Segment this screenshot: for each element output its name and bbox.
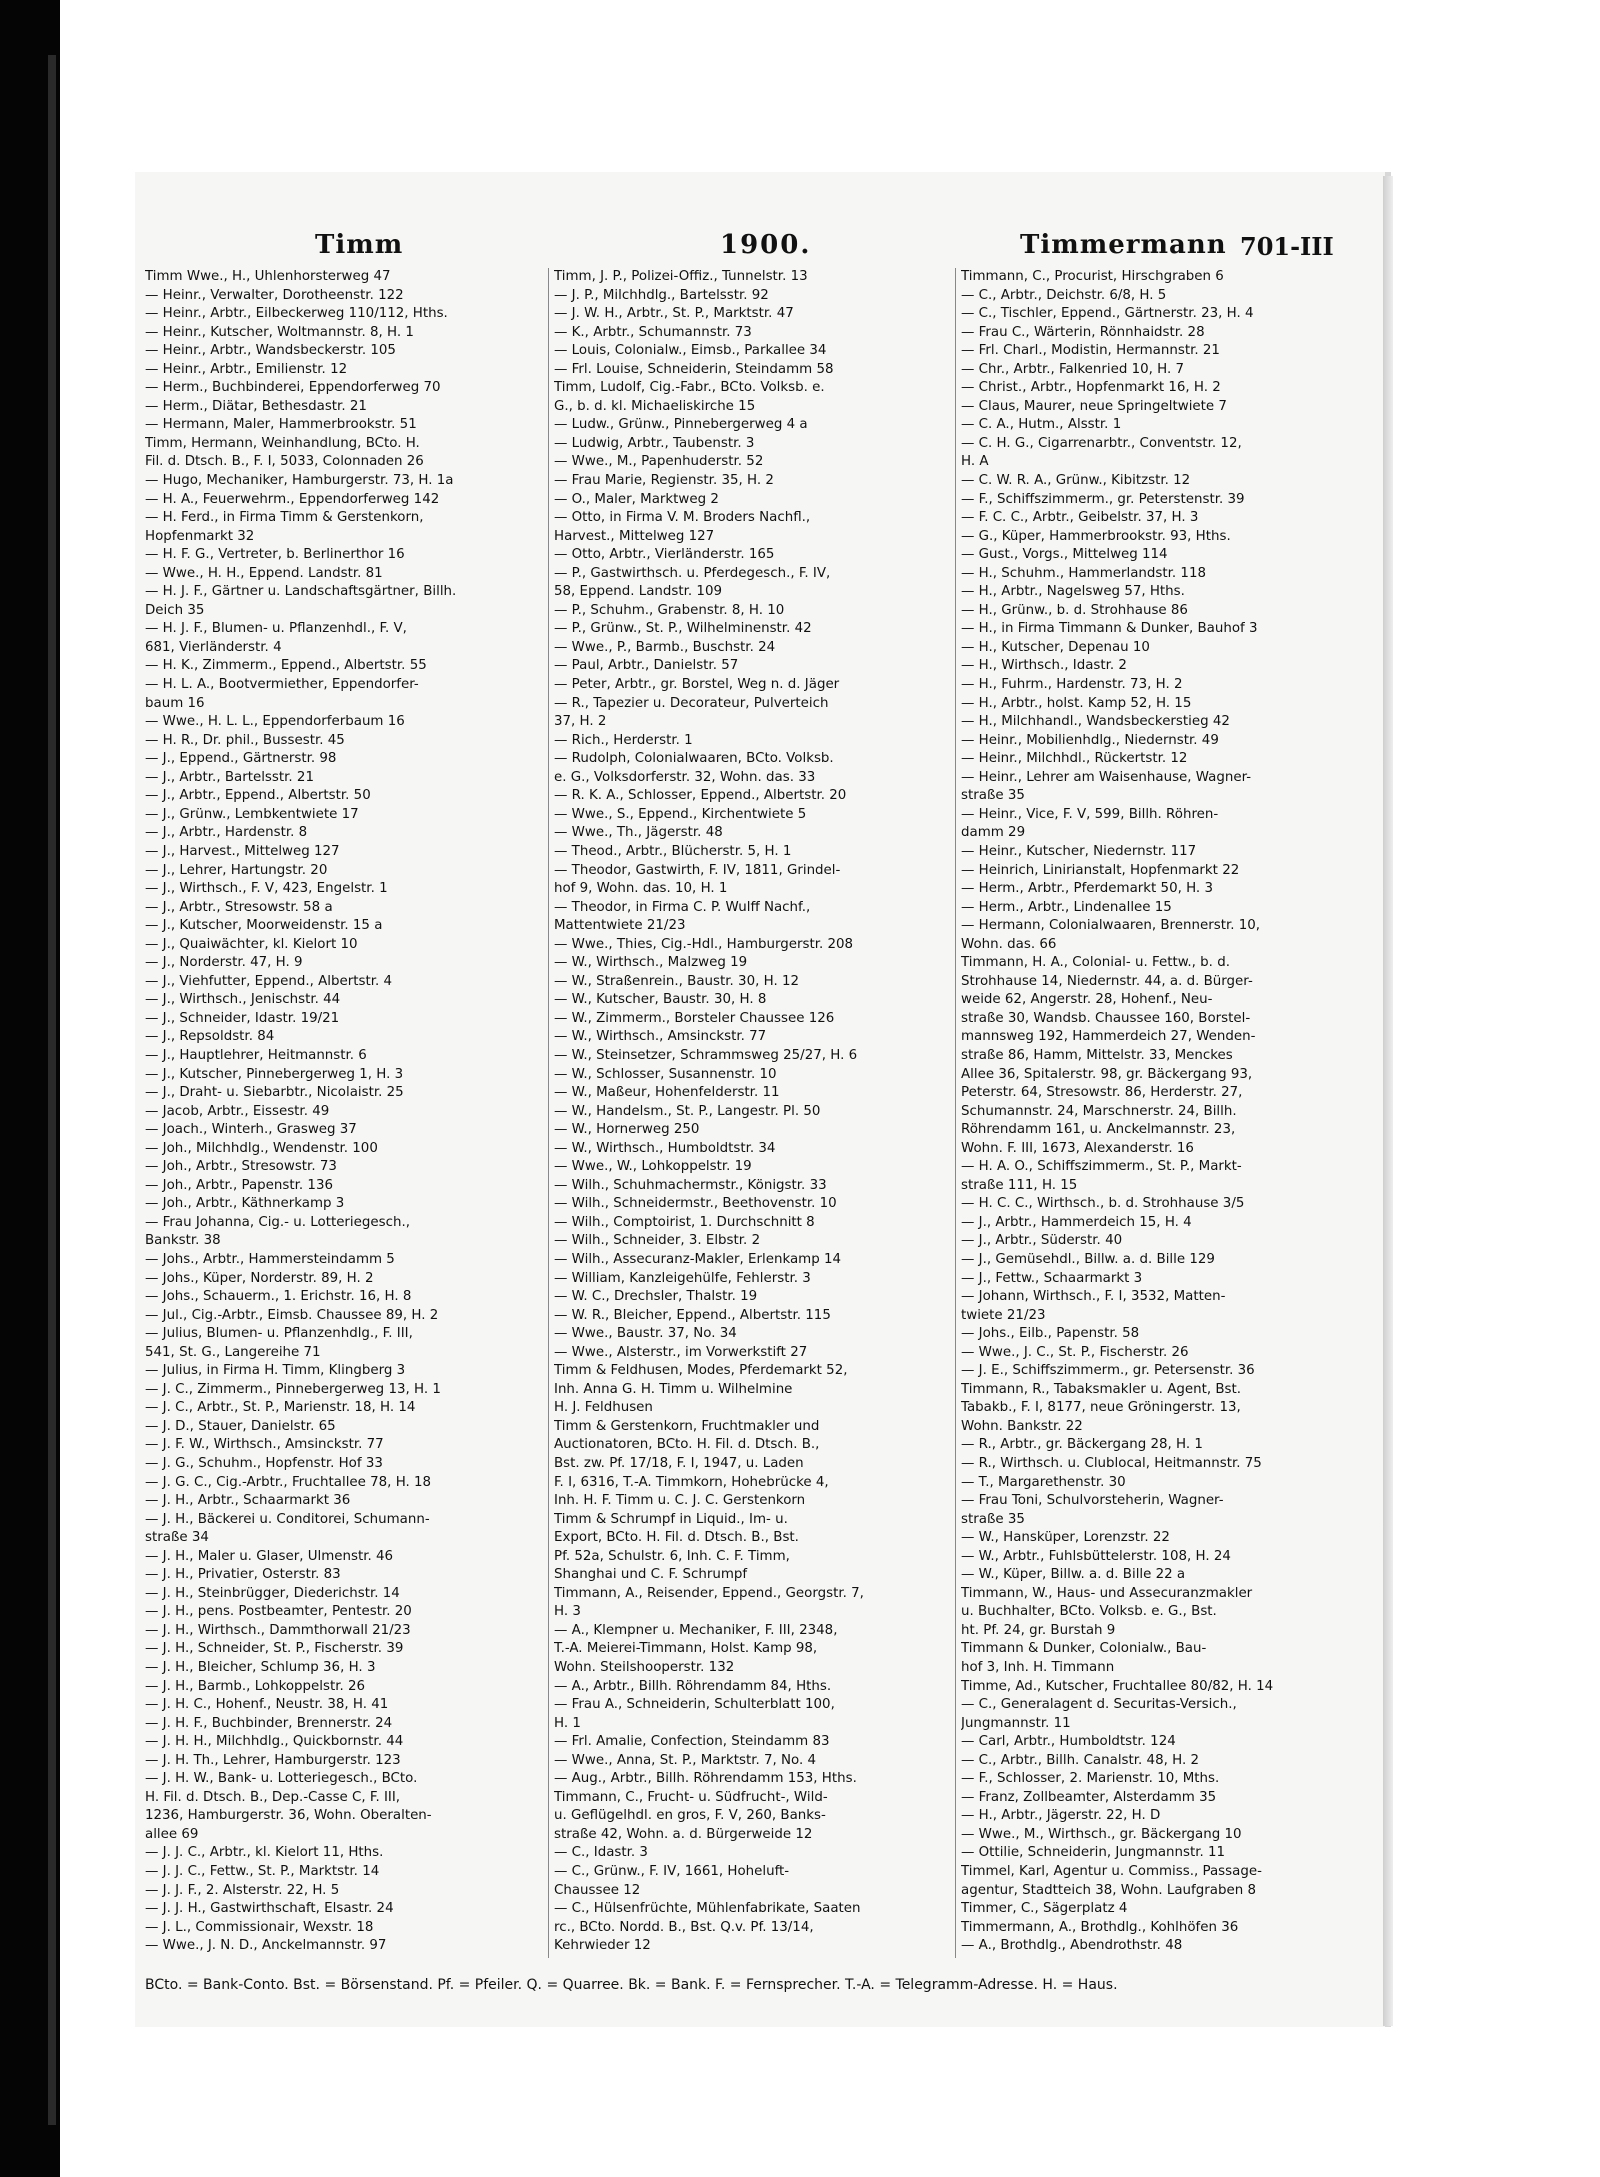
directory-entry-line: — H. A., Feuerwehrm., Eppendorferweg 142	[145, 491, 440, 507]
directory-entry-line: — J. H., Privatier, Osterstr. 83	[145, 1567, 341, 1583]
directory-entry-line: — C. A., Hutm., Alsstr. 1	[961, 417, 1122, 433]
directory-entry-line: Wohn. F. III, 1673, Alexanderstr. 16	[961, 1140, 1194, 1156]
directory-entry-line: — R. K. A., Schlosser, Eppend., Albertstr. 20	[554, 788, 847, 804]
directory-entry-line: — Wwe., S., Eppend., Kirchentwiete 5	[554, 806, 807, 822]
directory-entry-line: — H. F. G., Vertreter, b. Berlinerthor 16	[145, 547, 405, 563]
directory-entry-line: — Theod., Arbtr., Blücherstr. 5, H. 1	[554, 843, 792, 859]
directory-entry-line: — P., Grünw., St. P., Wilhelminenstr. 42	[554, 621, 812, 637]
directory-entry-line: Timmann & Dunker, Colonialw., Bau-	[961, 1641, 1207, 1657]
directory-entry-line: — C., Hülsenfrüchte, Mühlenfabrikate, Saaten	[554, 1901, 861, 1917]
directory-entry-line: straße 35	[961, 788, 1025, 804]
column-divider	[955, 268, 956, 1958]
header-year: 1900.	[720, 230, 812, 260]
directory-entry-line: — Wwe., H. L. L., Eppendorferbaum 16	[145, 714, 405, 730]
directory-entry-line: — Joh., Milchhdlg., Wendenstr. 100	[145, 1140, 378, 1156]
directory-entry-line: Timm & Gerstenkorn, Fruchtmakler und	[554, 1418, 820, 1434]
directory-entry-line: — J. F. W., Wirthsch., Amsinckstr. 77	[145, 1437, 384, 1453]
directory-entry-line: — Johs., Eilb., Papenstr. 58	[961, 1326, 1140, 1342]
directory-entry-line: — H. Ferd., in Firma Timm & Gerstenkorn,	[145, 510, 424, 526]
directory-entry-line: — Johs., Schauerm., 1. Erichstr. 16, H. 8	[145, 1289, 412, 1305]
header-left-keyword: Timm	[315, 230, 404, 260]
directory-entry-line: — Wwe., Baustr. 37, No. 34	[554, 1326, 737, 1342]
directory-entry-line: T.-A. Meierei-Timmann, Holst. Kamp 98,	[554, 1641, 818, 1657]
directory-entry-line: — J. D., Stauer, Danielstr. 65	[145, 1418, 336, 1434]
directory-entry-line: Timmann, R., Tabaksmakler u. Agent, Bst.	[961, 1381, 1242, 1397]
directory-entry-line: — J. J. H., Gastwirthschaft, Elsastr. 24	[145, 1901, 394, 1917]
directory-entry-line: — J. H., Wirthsch., Dammthorwall 21/23	[145, 1622, 411, 1638]
directory-entry-line: — J., Kutscher, Pinnebergerweg 1, H. 3	[145, 1066, 404, 1082]
directory-entry-line: — C. W. R. A., Grünw., Kibitzstr. 12	[961, 473, 1191, 489]
directory-entry-line: — Joh., Arbtr., Käthnerkamp 3	[145, 1196, 345, 1212]
directory-entry-line: — Heinr., Vice, F. V, 599, Billh. Röhren-	[961, 806, 1219, 822]
directory-entry-line: — W., Küper, Billw. a. d. Bille 22 a	[961, 1567, 1186, 1583]
directory-entry-line: — W. R., Bleicher, Eppend., Albertstr. 115	[554, 1307, 831, 1323]
directory-entry-line: — J. H., Steinbrügger, Diederichstr. 14	[145, 1585, 400, 1601]
directory-entry-line: — Herm., Arbtr., Lindenallee 15	[961, 899, 1172, 915]
directory-entry-line: agentur, Stadtteich 38, Wohn. Laufgraben 8	[961, 1882, 1256, 1898]
directory-entry-line: — J., Gemüsehdl., Billw. a. d. Bille 129	[961, 1251, 1215, 1267]
directory-entry-line: Inh. Anna G. H. Timm u. Wilhelmine	[554, 1381, 793, 1397]
directory-entry-line: 1236, Hamburgerstr. 36, Wohn. Oberalten-	[145, 1808, 432, 1824]
directory-entry-line: H. Fil. d. Dtsch. B., Dep.-Casse C, F. III,	[145, 1789, 401, 1805]
directory-entry-line: — J., Harvest., Mittelweg 127	[145, 843, 340, 859]
page-edge-shadow	[1383, 176, 1393, 2026]
directory-entry-line: — H., Arbtr., holst. Kamp 52, H. 15	[961, 695, 1192, 711]
directory-entry-line: H. 1	[554, 1715, 581, 1731]
directory-entry-line: — Frau C., Wärterin, Rönnhaidstr. 28	[961, 324, 1205, 340]
directory-entry-line: — C. H. G., Cigarrenarbtr., Conventstr. 12,	[961, 435, 1242, 451]
directory-entry-line: — J. H., Maler u. Glaser, Ulmenstr. 46	[145, 1548, 394, 1564]
directory-entry-line: — R., Arbtr., gr. Bäckergang 28, H. 1	[961, 1437, 1203, 1453]
directory-entry-line: — A., Arbtr., Billh. Röhrendamm 84, Hths.	[554, 1678, 832, 1694]
directory-entry-line: — Rudolph, Colonialwaaren, BCto. Volksb.	[554, 751, 834, 767]
directory-entry-line: — A., Klempner u. Mechaniker, F. III, 2348,	[554, 1622, 838, 1638]
directory-entry-line: — H., Kutscher, Depenau 10	[961, 639, 1150, 655]
directory-entry-line: — W., Schlosser, Susannenstr. 10	[554, 1066, 777, 1082]
directory-entry-line: — Johann, Wirthsch., F. I, 3532, Matten-	[961, 1289, 1226, 1305]
directory-entry-line: — F., Schiffszimmerm., gr. Peterstenstr. 39	[961, 491, 1245, 507]
directory-entry-line: — H. R., Dr. phil., Bussestr. 45	[145, 732, 345, 748]
directory-entry-line: — Franz, Zollbeamter, Alsterdamm 35	[961, 1789, 1217, 1805]
directory-entry-line: twiete 21/23	[961, 1307, 1046, 1323]
directory-entry-line: — Julius, in Firma H. Timm, Klingberg 3	[145, 1363, 406, 1379]
directory-entry-line: — J. H. H., Milchhdlg., Quickbornstr. 44	[145, 1734, 404, 1750]
directory-entry-line: baum 16	[145, 695, 205, 711]
directory-entry-line: Timme, Ad., Kutscher, Fruchtallee 80/82, H. 14	[961, 1678, 1274, 1694]
directory-entry-line: — Joh., Arbtr., Papenstr. 136	[145, 1177, 333, 1193]
directory-entry-line: mannsweg 192, Hammerdeich 27, Wenden-	[961, 1029, 1256, 1045]
directory-entry-line: — J., Quaiwächter, kl. Kielort 10	[145, 936, 358, 952]
directory-entry-line: straße 111, H. 15	[961, 1177, 1078, 1193]
directory-entry-line: — Johs., Küper, Norderstr. 89, H. 2	[145, 1270, 374, 1286]
directory-entry-line: Timm, Ludolf, Cig.-Fabr., BCto. Volksb. e.	[554, 380, 825, 396]
directory-page	[135, 172, 1385, 2027]
directory-entry-line: — Wilh., Assecuranz-Makler, Erlenkamp 14	[554, 1251, 842, 1267]
directory-entry-line: — G., Küper, Hammerbrookstr. 93, Hths.	[961, 528, 1231, 544]
directory-entry-line: — W., Wirthsch., Malzweg 19	[554, 955, 748, 971]
directory-entry-line: — H. J. F., Blumen- u. Pflanzenhdl., F. V,	[145, 621, 407, 637]
directory-entry-line: Chaussee 12	[554, 1882, 641, 1898]
page-header	[160, 230, 1365, 266]
directory-entry-line: Timm & Schrumpf in Liquid., Im- u.	[554, 1511, 788, 1527]
directory-entry-line: — J., Draht- u. Siebarbtr., Nicolaistr. 25	[145, 1085, 404, 1101]
directory-entry-line: — J., Viehfutter, Eppend., Albertstr. 4	[145, 973, 392, 989]
directory-entry-line: — C., Arbtr., Deichstr. 6/8, H. 5	[961, 287, 1167, 303]
directory-entry-line: — Gust., Vorgs., Mittelweg 114	[961, 547, 1168, 563]
directory-entry-line: H. J. Feldhusen	[554, 1400, 653, 1416]
directory-entry-line: — J., Arbtr., Hardenstr. 8	[145, 825, 308, 841]
directory-entry-line: Wohn. Steilshooperstr. 132	[554, 1660, 735, 1676]
directory-entry-line: — Frau A., Schneiderin, Schulterblatt 100,	[554, 1697, 835, 1713]
directory-entry-line: — W., Kutscher, Baustr. 30, H. 8	[554, 992, 767, 1008]
directory-entry-line: — J. C., Zimmerm., Pinnebergerweg 13, H. 1	[145, 1381, 441, 1397]
directory-entry-line: — Louis, Colonialw., Eimsb., Parkallee 34	[554, 343, 827, 359]
directory-entry-line: — J., Eppend., Gärtnerstr. 98	[145, 751, 337, 767]
directory-entry-line: — J. J. F., 2. Alsterstr. 22, H. 5	[145, 1882, 340, 1898]
directory-entry-line: — J. P., Milchhdlg., Bartelsstr. 92	[554, 287, 769, 303]
directory-entry-line: — W., Handelsm., St. P., Langestr. Pl. 50	[554, 1103, 821, 1119]
directory-entry-line: — Wilh., Schneider, 3. Elbstr. 2	[554, 1233, 761, 1249]
directory-entry-line: — W., Wirthsch., Amsinckstr. 77	[554, 1029, 767, 1045]
directory-entry-line: — Frl. Charl., Modistin, Hermannstr. 21	[961, 343, 1220, 359]
directory-entry-line: — J. H., pens. Postbeamter, Pentestr. 20	[145, 1604, 412, 1620]
directory-entry-line: — Joh., Arbtr., Stresowstr. 73	[145, 1159, 337, 1175]
directory-entry-line: straße 30, Wandsb. Chaussee 160, Borstel-	[961, 1010, 1251, 1026]
directory-entry-line: — Frl. Louise, Schneiderin, Steindamm 58	[554, 361, 834, 377]
directory-entry-line: — H. L. A., Bootvermiether, Eppendorfer-	[145, 677, 419, 693]
abbreviation-legend: BCto. = Bank-Conto. Bst. = Börsenstand. Pf. = Pfeiler. Q. = Quarree. Bk. = Bank. F. = Fernsprecher. T.-A. = Telegramm-Adresse. H. = Haus.	[145, 1977, 1118, 1993]
directory-entry-line: — W., Maßeur, Hohenfelderstr. 11	[554, 1085, 780, 1101]
directory-entry-line: Shanghai und C. F. Schrumpf	[554, 1567, 748, 1583]
directory-entry-line: — J. J. C., Arbtr., kl. Kielort 11, Hths.	[145, 1845, 384, 1861]
directory-entry-line: — Otto, in Firma V. M. Broders Nachfl.,	[554, 510, 811, 526]
directory-entry-line: Timm, J. P., Polizei-Offiz., Tunnelstr. 13	[554, 269, 808, 284]
directory-entry-line: — Wwe., Alsterstr., im Vorwerkstift 27	[554, 1344, 808, 1360]
directory-entry-line: — J. J. C., Fettw., St. P., Marktstr. 14	[145, 1864, 380, 1880]
directory-entry-line: straße 86, Hamm, Mittelstr. 33, Menckes	[961, 1047, 1233, 1063]
directory-entry-line: — J. C., Arbtr., St. P., Marienstr. 18, H. 14	[145, 1400, 416, 1416]
directory-entry-line: — Wwe., J. C., St. P., Fischerstr. 26	[961, 1344, 1189, 1360]
directory-entry-line: — Heinr., Kutscher, Niedernstr. 117	[961, 843, 1197, 859]
directory-entry-line: e. G., Volksdorferstr. 32, Wohn. das. 33	[554, 769, 816, 785]
directory-entry-line: — Wilh., Comptoirist, 1. Durchschnitt 8	[554, 1214, 815, 1230]
directory-entry-line: Peterstr. 64, Stresowstr. 86, Herderstr. 27,	[961, 1085, 1243, 1101]
directory-entry-line: Timmann, H. A., Colonial- u. Fettw., b. d.	[961, 955, 1230, 971]
directory-entry-line: — W., Steinsetzer, Schrammsweg 25/27, H. 6	[554, 1047, 858, 1063]
directory-entry-line: — Heinrich, Linirianstalt, Hopfenmarkt 22	[961, 862, 1240, 878]
directory-entry-line: — H. J. F., Gärtner u. Landschaftsgärtner, Billh.	[145, 584, 457, 600]
directory-entry-line: — F., Schlosser, 2. Marienstr. 10, Mths.	[961, 1771, 1220, 1787]
directory-entry-line: — J. H. C., Hohenf., Neustr. 38, H. 41	[145, 1697, 389, 1713]
directory-entry-line: — J. W. H., Arbtr., St. P., Marktstr. 47	[554, 306, 794, 322]
directory-entry-line: — H., Grünw., b. d. Strohhause 86	[961, 602, 1188, 618]
directory-entry-line: — C., Arbtr., Billh. Canalstr. 48, H. 2	[961, 1752, 1199, 1768]
directory-entry-line: Timmann, A., Reisender, Eppend., Georgstr. 7,	[554, 1585, 864, 1601]
directory-entry-line: — H. K., Zimmerm., Eppend., Albertstr. 55	[145, 658, 427, 674]
directory-entry-line: — Wwe., Anna, St. P., Marktstr. 7, No. 4	[554, 1752, 817, 1768]
directory-entry-line: — Chr., Arbtr., Falkenried 10, H. 7	[961, 361, 1185, 377]
directory-entry-line: allee 69	[145, 1826, 199, 1842]
directory-entry-line: — J. H. W., Bank- u. Lotteriegesch., BCto.	[145, 1771, 418, 1787]
directory-entry-line: — W., Zimmerm., Borsteler Chaussee 126	[554, 1010, 835, 1026]
directory-entry-line: — Herm., Diätar, Bethesdastr. 21	[145, 398, 367, 414]
directory-entry-line: — J. L., Commissionair, Wexstr. 18	[145, 1919, 374, 1935]
directory-entry-line: — H., in Firma Timmann & Dunker, Bauhof 3	[961, 621, 1258, 637]
directory-entry-line: — J. H., Schneider, St. P., Fischerstr. 39	[145, 1641, 404, 1657]
directory-entry-line: Export, BCto. H. Fil. d. Dtsch. B., Bst.	[554, 1530, 799, 1546]
directory-entry-line: 37, H. 2	[554, 714, 607, 730]
directory-entry-line: hof 3, Inh. H. Timmann	[961, 1660, 1115, 1676]
directory-entry-line: — Aug., Arbtr., Billh. Röhrendamm 153, Hths.	[554, 1771, 857, 1787]
directory-entry-line: — J., Grünw., Lembkentwiete 17	[145, 806, 359, 822]
directory-entry-line: — H., Schuhm., Hammerlandstr. 118	[961, 565, 1206, 581]
directory-entry-line: — Wwe., P., Barmb., Buschstr. 24	[554, 639, 776, 655]
directory-entry-line: — Carl, Arbtr., Humboldtstr. 124	[961, 1734, 1176, 1750]
directory-entry-line: Timmann, C., Procurist, Hirschgraben 6	[961, 269, 1224, 284]
directory-entry-line: — F. C. C., Arbtr., Geibelstr. 37, H. 3	[961, 510, 1199, 526]
directory-entry-line: weide 62, Angerstr. 28, Hohenf., Neu-	[961, 992, 1213, 1008]
directory-entry-line: — J. E., Schiffszimmerm., gr. Petersenstr. 36	[961, 1363, 1255, 1379]
directory-entry-line: — H., Fuhrm., Hardenstr. 73, H. 2	[961, 677, 1183, 693]
directory-entry-line: — J. H. F., Buchbinder, Brennerstr. 24	[145, 1715, 393, 1731]
directory-entry-line: — H., Arbtr., Jägerstr. 22, H. D	[961, 1808, 1161, 1824]
directory-entry-line: — J., Norderstr. 47, H. 9	[145, 955, 303, 971]
directory-entry-line: — Ludw., Grünw., Pinnebergerweg 4 a	[554, 417, 808, 433]
directory-entry-line: — H. C. C., Wirthsch., b. d. Strohhause 3/5	[961, 1196, 1245, 1212]
directory-entry-line: — T., Margarethenstr. 30	[961, 1474, 1126, 1490]
directory-entry-line: Harvest., Mittelweg 127	[554, 528, 715, 544]
directory-entry-line: — H., Milchhandl., Wandsbeckerstieg 42	[961, 714, 1230, 730]
entry-column-3	[961, 268, 1356, 1956]
directory-entry-line: — Heinr., Verwalter, Dorotheenstr. 122	[145, 287, 404, 303]
directory-entry-line: — Frl. Amalie, Confection, Steindamm 83	[554, 1734, 830, 1750]
directory-entry-line: — J., Wirthsch., F. V, 423, Engelstr. 1	[145, 881, 388, 897]
column-divider	[548, 268, 549, 1958]
directory-entry-line: Timmann, C., Frucht- u. Südfrucht-, Wild-	[554, 1789, 828, 1805]
directory-entry-line: — J., Arbtr., Eppend., Albertstr. 50	[145, 788, 371, 804]
directory-entry-line: 681, Vierländerstr. 4	[145, 639, 282, 655]
directory-entry-line: u. Buchhalter, BCto. Volksb. e. G., Bst.	[961, 1604, 1217, 1620]
directory-entry-line: F. I, 6316, T.-A. Timmkorn, Hohebrücke 4,	[554, 1474, 829, 1490]
directory-entry-line: — Paul, Arbtr., Danielstr. 57	[554, 658, 739, 674]
directory-entry-line: — Hermann, Colonialwaaren, Brennerstr. 10,	[961, 918, 1261, 934]
directory-entry-line: Röhrendamm 161, u. Anckelmannstr. 23,	[961, 1122, 1236, 1138]
directory-entry-line: — H. A. O., Schiffszimmerm., St. P., Markt-	[961, 1159, 1242, 1175]
directory-entry-line: — Frau Marie, Regienstr. 35, H. 2	[554, 473, 774, 489]
directory-entry-line: — H., Wirthsch., Idastr. 2	[961, 658, 1127, 674]
entry-column-1	[145, 268, 540, 1956]
directory-entry-line: — J. H., Barmb., Lohkoppelstr. 26	[145, 1678, 366, 1694]
entry-column-2	[554, 268, 949, 1956]
directory-entry-line: — Wwe., M., Wirthsch., gr. Bäckergang 10	[961, 1826, 1242, 1842]
directory-entry-line: — Peter, Arbtr., gr. Borstel, Weg n. d. Jäger	[554, 677, 840, 693]
directory-entry-line: — P., Schuhm., Grabenstr. 8, H. 10	[554, 602, 785, 618]
directory-entry-line: — J., Arbtr., Stresowstr. 58 a	[145, 899, 333, 915]
directory-entry-line: — Hugo, Mechaniker, Hamburgerstr. 73, H. 1a	[145, 473, 454, 489]
directory-entry-line: — Heinr., Lehrer am Waisenhause, Wagner-	[961, 769, 1252, 785]
directory-entry-line: G., b. d. kl. Michaeliskirche 15	[554, 398, 756, 414]
directory-entry-line: — Christ., Arbtr., Hopfenmarkt 16, H. 2	[961, 380, 1221, 396]
directory-entry-line: Strohhause 14, Niedernstr. 44, a. d. Bürger-	[961, 973, 1253, 989]
directory-entry-line: u. Geflügelhdl. en gros, F. V, 260, Banks-	[554, 1808, 826, 1824]
directory-entry-line: straße 42, Wohn. a. d. Bürgerweide 12	[554, 1826, 813, 1842]
directory-entry-line: — Rich., Herderstr. 1	[554, 732, 693, 748]
directory-entry-line: — Heinr., Arbtr., Wandsbeckerstr. 105	[145, 343, 396, 359]
directory-entry-line: — Frau Toni, Schulvorsteherin, Wagner-	[961, 1493, 1224, 1509]
directory-entry-line: Wohn. das. 66	[961, 936, 1057, 952]
directory-entry-line: — J., Lehrer, Hartungstr. 20	[145, 862, 328, 878]
directory-entry-line: — J., Arbtr., Hammerdeich 15, H. 4	[961, 1214, 1192, 1230]
directory-entry-line: — O., Maler, Marktweg 2	[554, 491, 719, 507]
directory-entry-line: — W., Arbtr., Fuhlsbüttelerstr. 108, H. 24	[961, 1548, 1231, 1564]
directory-entry-line: H. 3	[554, 1604, 581, 1620]
directory-entry-line: — Joach., Winterh., Grasweg 37	[145, 1122, 357, 1138]
directory-entry-line: — J., Hauptlehrer, Heitmannstr. 6	[145, 1047, 367, 1063]
directory-entry-line: — C., Generalagent d. Securitas-Versich.,	[961, 1697, 1237, 1713]
directory-entry-line: — W., Straßenrein., Baustr. 30, H. 12	[554, 973, 799, 989]
directory-entry-line: — J. G., Schuhm., Hopfenstr. Hof 33	[145, 1456, 383, 1471]
directory-entry-line: — K., Arbtr., Schumannstr. 73	[554, 324, 752, 340]
directory-entry-line: — W., Hansküper, Lorenzstr. 22	[961, 1530, 1170, 1546]
header-page-number: 701-III	[1240, 232, 1334, 261]
directory-entry-line: — Wwe., J. N. D., Anckelmannstr. 97	[145, 1938, 387, 1954]
directory-entry-line: ht. Pf. 24, gr. Burstah 9	[961, 1622, 1116, 1638]
directory-entry-line: Hopfenmarkt 32	[145, 528, 255, 544]
directory-entry-line: — J., Arbtr., Süderstr. 40	[961, 1233, 1123, 1249]
directory-entry-line: 58, Eppend. Landstr. 109	[554, 584, 722, 600]
directory-entry-line: — J., Schneider, Idastr. 19/21	[145, 1010, 340, 1026]
directory-entry-line: H. A	[961, 454, 989, 470]
directory-entry-line: Schumannstr. 24, Marschnerstr. 24, Billh.	[961, 1103, 1237, 1119]
directory-entry-line: — Wwe., Thies, Cig.-Hdl., Hamburgerstr. 208	[554, 936, 854, 952]
directory-entry-line: — A., Brothdlg., Abendrothstr. 48	[961, 1938, 1183, 1954]
directory-entry-line: — Otto, Arbtr., Vierländerstr. 165	[554, 547, 775, 563]
directory-entry-line: — Jacob, Arbtr., Eissestr. 49	[145, 1103, 330, 1119]
entry-columns	[145, 268, 1370, 1968]
directory-entry-line: — C., Tischler, Eppend., Gärtnerstr. 23, H. 4	[961, 306, 1254, 322]
directory-entry-line: — J. G. C., Cig.-Arbtr., Fruchtallee 78, H. 18	[145, 1474, 432, 1490]
directory-entry-line: — Ludwig, Arbtr., Taubenstr. 3	[554, 435, 755, 451]
directory-entry-line: — Claus, Maurer, neue Springeltwiete 7	[961, 398, 1227, 414]
directory-entry-line: — J., Wirthsch., Jenischstr. 44	[145, 992, 341, 1008]
directory-entry-line: — Jul., Cig.-Arbtr., Eimsb. Chaussee 89, H. 2	[145, 1307, 439, 1323]
directory-entry-line: Jungmannstr. 11	[961, 1715, 1071, 1731]
directory-entry-line: — Ottilie, Schneiderin, Jungmannstr. 11	[961, 1845, 1226, 1861]
directory-entry-line: Allee 36, Spitalerstr. 98, gr. Bäckergang 93,	[961, 1066, 1253, 1082]
directory-entry-line: hof 9, Wohn. das. 10, H. 1	[554, 881, 728, 897]
directory-entry-line: Auctionatoren, BCto. H. Fil. d. Dtsch. B.,	[554, 1437, 820, 1453]
previous-page-edge	[48, 55, 56, 2125]
directory-entry-line: — J., Arbtr., Bartelsstr. 21	[145, 769, 314, 785]
directory-entry-line: — Heinr., Arbtr., Eilbeckerweg 110/112, Hths.	[145, 306, 448, 322]
directory-entry-line: Mattentwiete 21/23	[554, 918, 686, 934]
directory-entry-line: 541, St. G., Langereihe 71	[145, 1344, 321, 1360]
directory-entry-line: Timmermann, A., Brothdlg., Kohlhöfen 36	[961, 1919, 1239, 1935]
directory-entry-line: — W. C., Drechsler, Thalstr. 19	[554, 1289, 758, 1305]
directory-entry-line: — Heinr., Kutscher, Woltmannstr. 8, H. 1	[145, 324, 414, 340]
directory-entry-line: Timmel, Karl, Agentur u. Commiss., Passage-	[961, 1864, 1262, 1880]
directory-entry-line: Wohn. Bankstr. 22	[961, 1418, 1083, 1434]
directory-entry-line: — W., Wirthsch., Humboldtstr. 34	[554, 1140, 776, 1156]
directory-entry-line: Timm, Hermann, Weinhandlung, BCto. H.	[145, 435, 420, 451]
directory-entry-line: — Wwe., W., Lohkoppelstr. 19	[554, 1159, 752, 1175]
directory-entry-line: — Herm., Buchbinderei, Eppendorferweg 70	[145, 380, 441, 396]
directory-entry-line: — P., Gastwirthsch. u. Pferdegesch., F. IV,	[554, 565, 831, 581]
directory-entry-line: Tabakb., F. I, 8177, neue Gröningerstr. 13,	[961, 1400, 1241, 1416]
directory-entry-line: Bst. zw. Pf. 17/18, F. I, 1947, u. Laden	[554, 1456, 804, 1471]
directory-entry-line: — Heinr., Mobilienhdlg., Niedernstr. 49	[961, 732, 1219, 748]
directory-entry-line: — H., Arbtr., Nagelsweg 57, Hths.	[961, 584, 1185, 600]
directory-entry-line: — Wwe., H. H., Eppend. Landstr. 81	[145, 565, 383, 581]
directory-entry-line: Deich 35	[145, 602, 205, 618]
directory-entry-line: — Heinr., Milchhdl., Rückertstr. 12	[961, 751, 1188, 767]
directory-entry-line: Inh. H. F. Timm u. C. J. C. Gerstenkorn	[554, 1493, 806, 1509]
directory-entry-line: — C., Grünw., F. IV, 1661, Hoheluft-	[554, 1864, 790, 1880]
directory-entry-line: — Theodor, Gastwirth, F. IV, 1811, Grindel-	[554, 862, 841, 878]
directory-entry-line: — J. H., Arbtr., Schaarmarkt 36	[145, 1493, 351, 1509]
directory-entry-line: — Wilh., Schuhmachermstr., Königstr. 33	[554, 1177, 827, 1193]
directory-entry-line: Timmann, W., Haus- und Assecuranzmakler	[961, 1585, 1253, 1601]
directory-entry-line: — J. H., Bleicher, Schlump 36, H. 3	[145, 1660, 376, 1676]
directory-entry-line: Fil. d. Dtsch. B., F. I, 5033, Colonnaden 26	[145, 454, 424, 470]
directory-entry-line: — Wilh., Schneidermstr., Beethovenstr. 10	[554, 1196, 837, 1212]
directory-entry-line: — J. H., Bäckerei u. Conditorei, Schumann-	[145, 1511, 430, 1527]
directory-entry-line: — Wwe., M., Papenhuderstr. 52	[554, 454, 764, 470]
directory-entry-line: rc., BCto. Nordd. B., Bst. Q.v. Pf. 13/14,	[554, 1919, 814, 1935]
directory-entry-line: damm 29	[961, 825, 1026, 841]
directory-entry-line: — R., Tapezier u. Decorateur, Pulverteich	[554, 695, 829, 711]
directory-entry-line: Pf. 52a, Schulstr. 6, Inh. C. F. Timm,	[554, 1548, 790, 1564]
directory-entry-line: — Theodor, in Firma C. P. Wulff Nachf.,	[554, 899, 811, 915]
directory-entry-line: — Herm., Arbtr., Pferdemarkt 50, H. 3	[961, 881, 1213, 897]
directory-entry-line: — J. H. Th., Lehrer, Hamburgerstr. 123	[145, 1752, 401, 1768]
directory-entry-line: Kehrwieder 12	[554, 1938, 651, 1954]
directory-entry-line: — W., Hornerweg 250	[554, 1122, 700, 1138]
directory-entry-line: — R., Wirthsch. u. Clublocal, Heitmannstr. 75	[961, 1456, 1262, 1471]
directory-entry-line: Timm & Feldhusen, Modes, Pferdemarkt 52,	[554, 1363, 848, 1379]
directory-entry-line: Timmer, C., Sägerplatz 4	[961, 1901, 1128, 1917]
directory-entry-line: — Hermann, Maler, Hammerbrookstr. 51	[145, 417, 417, 433]
directory-entry-line: straße 35	[961, 1511, 1025, 1527]
directory-entry-line: — Johs., Arbtr., Hammersteindamm 5	[145, 1251, 395, 1267]
directory-entry-line: — Frau Johanna, Cig.- u. Lotteriegesch.,	[145, 1214, 410, 1230]
directory-entry-line: — William, Kanzleigehülfe, Fehlerstr. 3	[554, 1270, 811, 1286]
directory-entry-line: — J., Fettw., Schaarmarkt 3	[961, 1270, 1143, 1286]
directory-entry-line: — J., Kutscher, Moorweidenstr. 15 a	[145, 918, 383, 934]
directory-entry-line: — Julius, Blumen- u. Pflanzenhdlg., F. III,	[145, 1326, 413, 1342]
directory-entry-line: straße 34	[145, 1530, 209, 1546]
directory-entry-line: — Wwe., Th., Jägerstr. 48	[554, 825, 723, 841]
directory-entry-line: — J., Repsoldstr. 84	[145, 1029, 275, 1045]
directory-entry-line: Bankstr. 38	[145, 1233, 221, 1249]
header-right-keyword: Timmermann	[1020, 230, 1227, 260]
directory-entry-line: — Heinr., Arbtr., Emilienstr. 12	[145, 361, 348, 377]
directory-entry-line: — C., Idastr. 3	[554, 1845, 648, 1861]
directory-entry-line: Timm Wwe., H., Uhlenhorsterweg 47	[145, 269, 391, 284]
